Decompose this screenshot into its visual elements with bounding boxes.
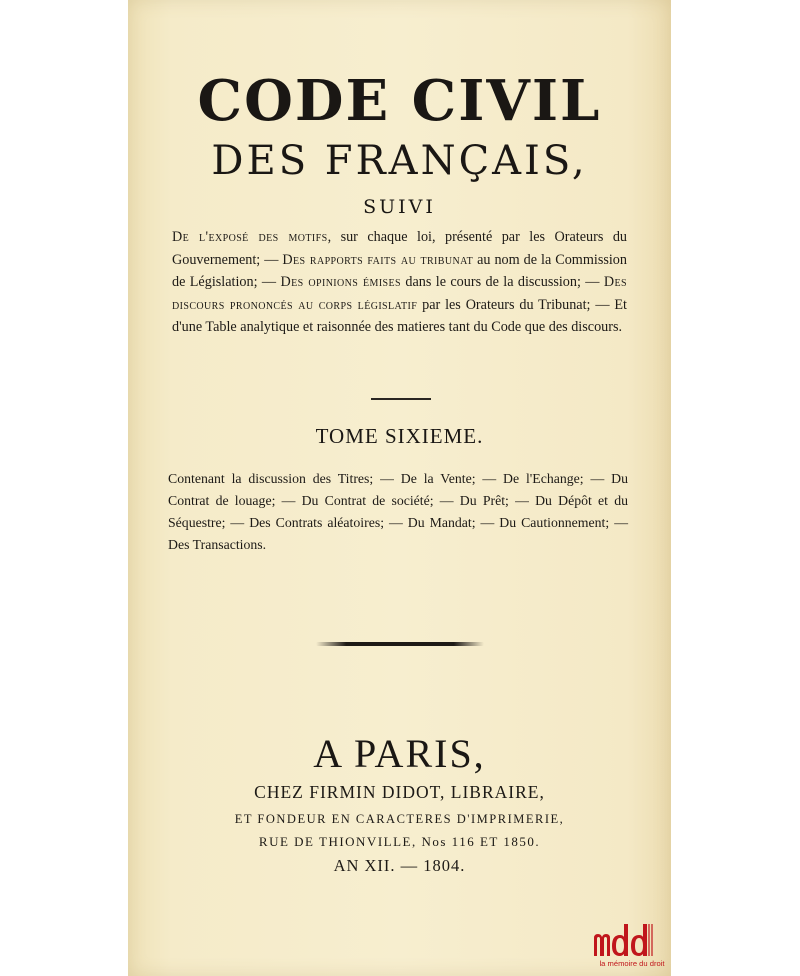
- ornamental-rule: [316, 642, 484, 646]
- desc-part: Des discours prononcés au corps législatif: [172, 274, 627, 313]
- book-title: CODE CIVIL: [197, 68, 602, 134]
- logo-tagline: la mémoire du droit: [599, 959, 665, 968]
- subtitle: SUIVI: [363, 196, 436, 218]
- book-title-line-2: DES FRANÇAIS,: [211, 138, 588, 184]
- volume-heading: TOME SIXIEME.: [315, 424, 484, 448]
- title-page: [128, 0, 671, 976]
- imprint-city: A PARIS,: [313, 731, 486, 776]
- divider-rule: [371, 398, 431, 400]
- volume-contents: Contenant la discussion des Titres; — De la Vente; — De l'Echange; — Du Contrat de louage; — Du Contrat de société; — Du Prêt; — Du Dépôt et du Séquestre; — Des Contrats aléatoires; — Du Mandat; — Du Cautionnement; — Des Transactions.: [168, 471, 628, 552]
- desc-part: De l'exposé des motifs: [172, 229, 328, 245]
- description-paragraph: [172, 226, 627, 339]
- imprint-publisher: CHEZ FIRMIN DIDOT, LIBRAIRE,: [254, 782, 545, 802]
- imprint-trade: ET FONDEUR EN CARACTERES D'IMPRIMERIE,: [234, 812, 565, 826]
- desc-part: Des opinions émises: [280, 274, 401, 290]
- desc-part: Des rapports faits au tribunat: [282, 251, 474, 268]
- desc-part: par les Orateurs du Tribunat; — Et d'une Table analytique et raisonnée des matieres tant du Code que des discours.: [172, 296, 627, 335]
- imprint-address: RUE DE THIONVILLE, Nos 116 ET 1850.: [258, 834, 541, 849]
- imprint-date: AN XII. — 1804.: [333, 856, 466, 875]
- desc-part: au nom de la Commission de Législation; —: [172, 251, 627, 290]
- mdd-logo: [592, 920, 672, 974]
- desc-part: , sur chaque loi, présenté par les Orateurs du Gouvernement; —: [172, 229, 628, 268]
- mdd-logo-mark: [592, 920, 672, 960]
- desc-part: dans le cours de la discussion; —: [401, 274, 604, 290]
